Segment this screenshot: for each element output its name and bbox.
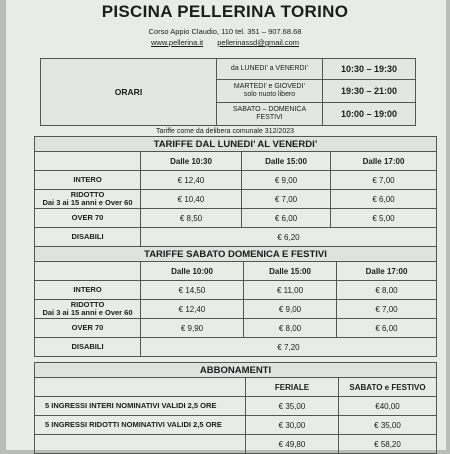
price-cell: € 11,00 bbox=[244, 281, 337, 300]
price-cell: € 10,40 bbox=[141, 190, 242, 209]
orari-label: ORARI bbox=[41, 59, 217, 126]
column-header: Dalle 10:30 bbox=[141, 152, 242, 171]
column-header: Dalle 10:00 bbox=[141, 262, 244, 281]
abbonamenti-table bbox=[34, 362, 437, 454]
tariff-note: Tariffe come da delibera comunale 312/2023 bbox=[155, 128, 295, 135]
weekday-tariff-table bbox=[34, 136, 437, 247]
row-label-sub: Dai 3 ai 15 anni e Over 60 bbox=[42, 198, 133, 207]
column-header: Dalle 17:00 bbox=[331, 152, 437, 171]
orari-day bbox=[217, 80, 323, 103]
price-cell: € 9,90 bbox=[141, 319, 244, 338]
price-cell: € 7,00 bbox=[242, 190, 331, 209]
price-cell: € 7,00 bbox=[331, 171, 437, 190]
row-label: OVER 70 bbox=[35, 209, 141, 228]
row-label: OVER 70 bbox=[35, 319, 141, 338]
column-header: SABATO e FESTIVO bbox=[339, 378, 437, 397]
weekend-tariff-table bbox=[34, 246, 437, 357]
contact-links bbox=[0, 38, 450, 47]
orari-hours: 10:00 – 19:00 bbox=[323, 103, 416, 126]
price-cell: € 58,20 bbox=[339, 435, 437, 454]
price-cell: € 8,50 bbox=[141, 209, 242, 228]
row-label: 5 INGRESSI INTERI NOMINATIVI VALIDI 2,5 ORE bbox=[35, 397, 246, 416]
column-header: FERIALE bbox=[246, 378, 339, 397]
orari-hours: 10:30 – 19:30 bbox=[323, 59, 416, 80]
price-cell: € 6,00 bbox=[242, 209, 331, 228]
row-label-main: RIDOTTO bbox=[70, 300, 105, 309]
price-cell: € 12,40 bbox=[141, 300, 244, 319]
section-title: ABBONAMENTI bbox=[35, 363, 437, 378]
row-label: 5 INGRESSI RIDOTTI NOMINATIVI VALIDI 2,5 ORE bbox=[35, 416, 246, 435]
price-cell: € 12,40 bbox=[141, 171, 242, 190]
price-cell: € 9,00 bbox=[244, 300, 337, 319]
row-label bbox=[35, 300, 141, 319]
orari-day-line: SABATO – DOMENICA bbox=[232, 106, 307, 113]
row-label bbox=[35, 435, 246, 454]
orari-day-line: MARTEDI’ e GIOVEDI’ bbox=[233, 83, 306, 90]
blank-header-cell bbox=[35, 262, 141, 281]
price-cell: € 8,00 bbox=[337, 281, 437, 300]
price-cell: € 6,00 bbox=[337, 319, 437, 338]
orari-day: da LUNEDI’ a VENERDI’ bbox=[217, 59, 323, 80]
price-cell: € 7,20 bbox=[141, 338, 437, 357]
page-title: PISCINA PELLERINA TORINO bbox=[101, 2, 349, 21]
column-header: Dalle 15:00 bbox=[242, 152, 331, 171]
row-label bbox=[35, 190, 141, 209]
price-cell: € 49,80 bbox=[246, 435, 339, 454]
price-cell: € 5,00 bbox=[331, 209, 437, 228]
price-cell: € 6,20 bbox=[141, 228, 437, 247]
email-link[interactable]: pellerinassd@gmail.com bbox=[217, 38, 299, 47]
price-cell: € 35,00 bbox=[246, 397, 339, 416]
row-label-sub: Dai 3 ai 15 anni e Over 60 bbox=[42, 308, 133, 317]
price-cell: € 6,00 bbox=[331, 190, 437, 209]
address-line: Corso Appio Claudio, 110 tel. 351 – 907.68.68 bbox=[148, 27, 302, 36]
row-label: DISABILI bbox=[35, 228, 141, 247]
price-cell: €40,00 bbox=[339, 397, 437, 416]
section-title: TARIFFE SABATO DOMENICA E FESTIVI bbox=[35, 247, 437, 262]
section-title: TARIFFE DAL LUNEDI’ AL VENERDI’ bbox=[35, 137, 437, 152]
column-header: Dalle 15:00 bbox=[244, 262, 337, 281]
price-cell: € 7,00 bbox=[337, 300, 437, 319]
price-cell: € 14,50 bbox=[141, 281, 244, 300]
row-label-main: RIDOTTO bbox=[70, 190, 105, 199]
price-cell: € 35,00 bbox=[339, 416, 437, 435]
website-link[interactable]: www.pellerina.it bbox=[150, 38, 204, 47]
orari-hours: 19:30 – 21:00 bbox=[323, 80, 416, 103]
column-header: Dalle 17:00 bbox=[337, 262, 437, 281]
row-label: INTERO bbox=[35, 281, 141, 300]
row-label: DISABILI bbox=[35, 338, 141, 357]
orari-day-line: FESTIVI bbox=[256, 114, 283, 121]
price-cell: € 8,00 bbox=[244, 319, 337, 338]
blank-header-cell bbox=[35, 378, 246, 397]
blank-header-cell bbox=[35, 152, 141, 171]
orari-day-line: solo nuoto libero bbox=[243, 91, 296, 98]
price-cell: € 30,00 bbox=[246, 416, 339, 435]
orari-table bbox=[40, 58, 416, 126]
row-label: INTERO bbox=[35, 171, 141, 190]
orari-day bbox=[217, 103, 323, 126]
price-cell: € 9,00 bbox=[242, 171, 331, 190]
